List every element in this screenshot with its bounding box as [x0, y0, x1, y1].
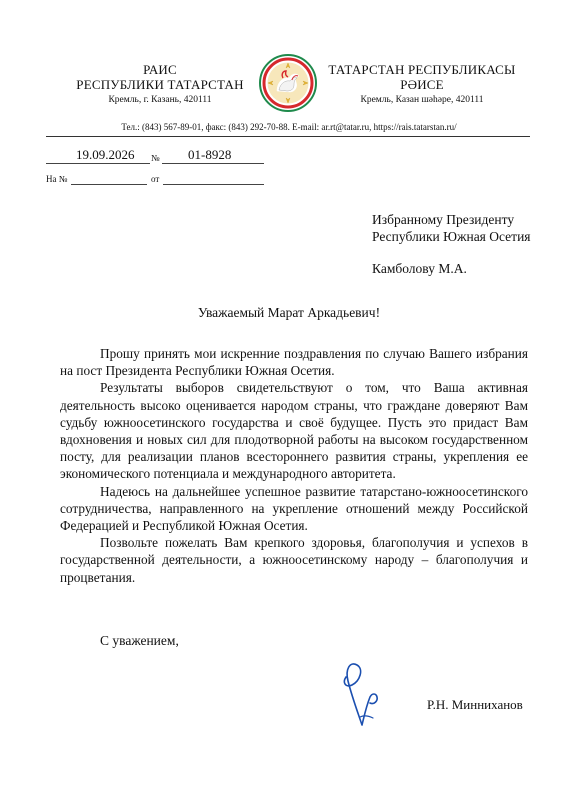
registration-date: 19.09.2026: [76, 147, 135, 162]
header-left: [60, 62, 260, 107]
header-left-line1: РАИС: [143, 62, 177, 77]
addressee-block: [372, 211, 531, 245]
registration-ref-line: [71, 184, 147, 185]
registration-date-line: [46, 163, 150, 164]
header-left-address: Кремль, г. Казань, 420111: [108, 95, 212, 105]
closing: С уважением,: [100, 633, 179, 648]
body-paragraph: Позвольте пожелать Вам крепкого здоровья, благополучия и успехов в государственной деятельности, а южноосетинскому народу – благополучия и процветания.: [60, 535, 528, 585]
salutation: Уважаемый Марат Аркадьевич!: [197, 305, 381, 320]
registration-number-prefix: №: [151, 153, 160, 163]
header-right: [322, 62, 522, 107]
addressee-line1: Избранному Президенту: [372, 212, 515, 227]
header-right-address: Кремль, Казан шәһәре, 420111: [360, 95, 484, 105]
registration-ref-date-line: [163, 184, 264, 185]
body-paragraph: Результаты выборов свидетельствуют о том, что Ваша активная деятельность высоко оценивается народом страны, что граждане доверяют Вам судьбу южноосетинского государства и своё будущее. Пусть это придаст Вам вдохновения и новых сил для плодотворной работы на высоком государственном посту, для реализации планов всестороннего развития страны, укрепления ее экономического потенциала и международного авторитета.: [60, 380, 528, 482]
body-paragraph: Надеюсь на дальнейшее успешное развитие татарстано-южноосетинского сотрудничества, направленного на укрепление отношений между Российской Федерацией и Республикой Южная Осетия.: [60, 483, 528, 534]
header-right-line2: РӘИСЕ: [400, 77, 444, 92]
header-left-line2: РЕСПУБЛИКИ ТАТАРСТАН: [76, 77, 244, 92]
registration-ref-prefix: На №: [46, 174, 68, 184]
addressee-line2: Республики Южная Осетия: [372, 229, 531, 244]
header-divider: [46, 136, 530, 137]
tatarstan-emblem-icon: [259, 54, 317, 112]
registration-number: 01-8928: [188, 147, 232, 162]
letter-body: [60, 345, 528, 586]
registration-ref-from: от: [151, 174, 160, 184]
signer-name: Р.Н. Минниханов: [427, 697, 523, 712]
addressee-name: Камболову М.А.: [372, 261, 467, 276]
handwritten-signature: [336, 655, 386, 727]
body-paragraph: Прошу принять мои искренние поздравления по случаю Вашего избрания на пост Президента Республики Южная Осетия.: [60, 346, 528, 379]
registration-number-line: [162, 163, 264, 164]
header-contacts: Тел.: (843) 567-89-01, факс: (843) 292-70-88. E-mail: ar.rt@tatar.ru, https://rais.tatarstan.ru/: [121, 122, 457, 132]
header-right-line1: ТАТАРСТАН РЕСПУБЛИКАСЫ: [328, 62, 516, 77]
